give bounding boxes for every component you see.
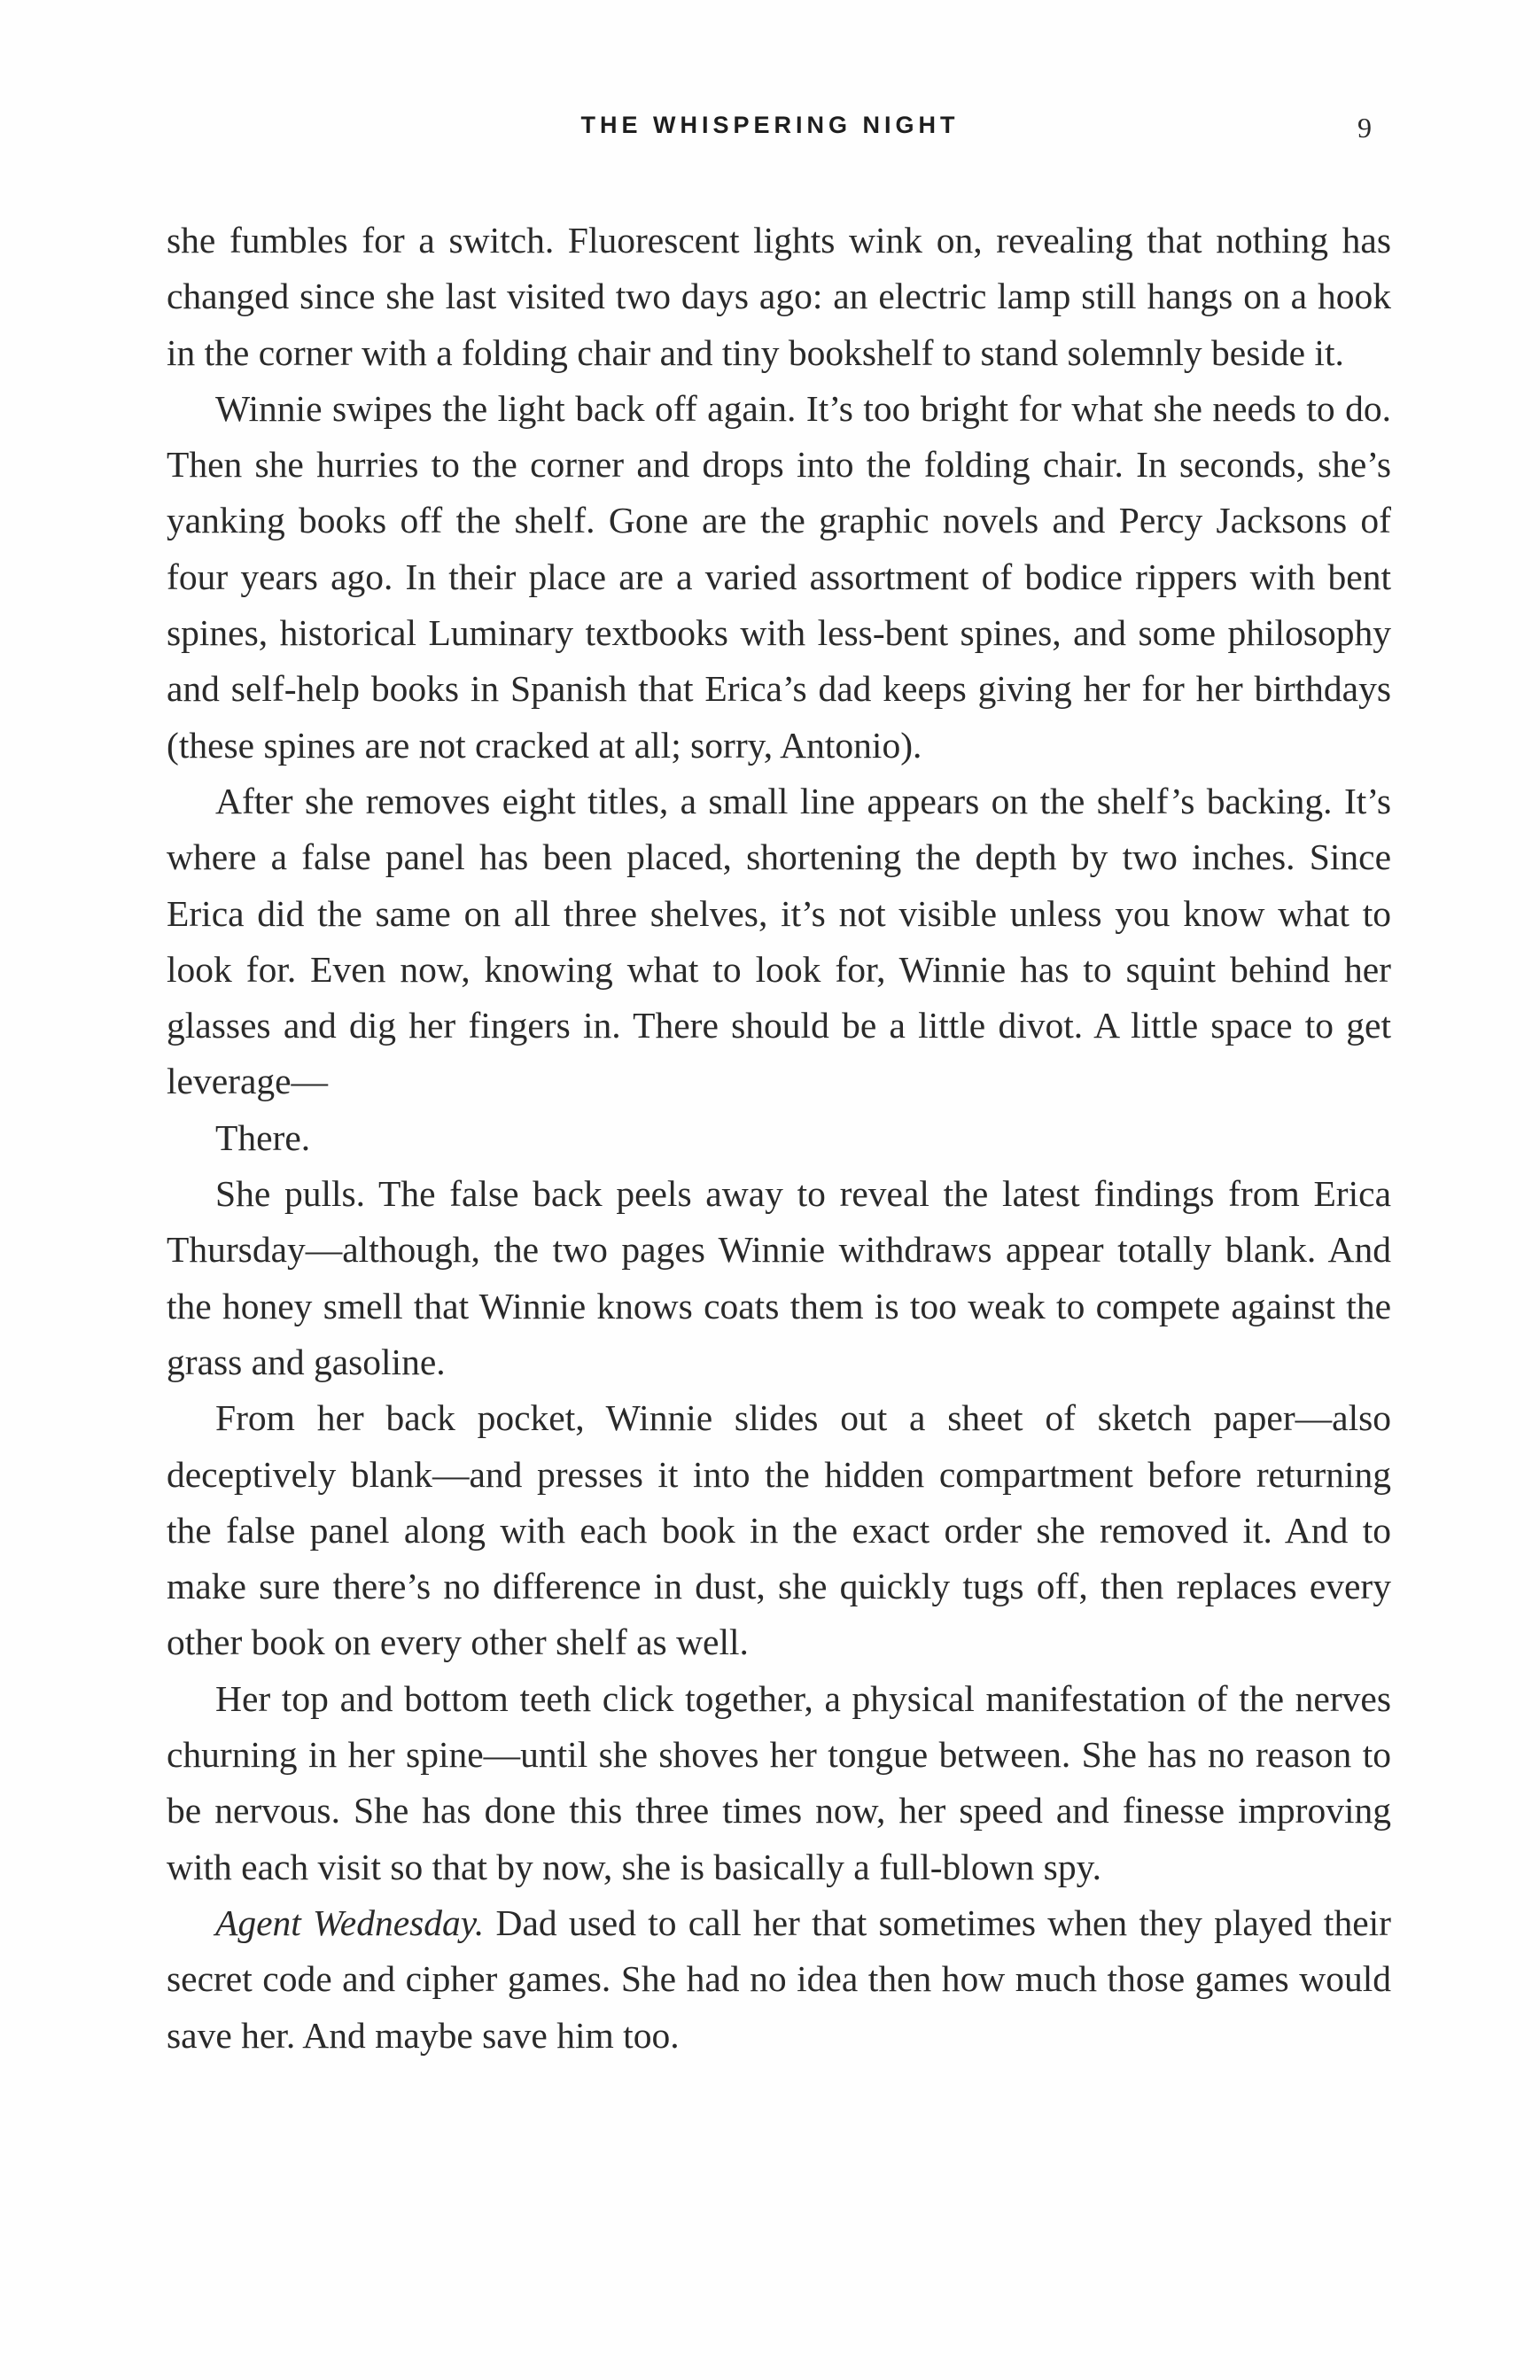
paragraph [167, 1895, 1391, 2064]
page-number: 9 [1357, 112, 1372, 144]
paragraph: Winnie swipes the light back off again. It’s too bright for what she needs to do. Then she hurries to the corner and drops into the folding chair. In seconds, she’s yanking books off the shelf. Gone are the graphic novels and Percy Jacksons of four years ago. In their place are a varied assortment of bodice rippers with bent spines, historical Luminary textbooks with less-bent spines, and some philosophy and self-help books in Spanish that Erica’s dad keeps giving her for her birthdays (these spines are not cracked at all; sorry, Antonio). [167, 387, 1391, 766]
paragraph: Her top and bottom teeth click together, a physical manifestation of the nerves churning in her spine—until she shoves her tongue between. She has no reason to be nervous. She has done this three times now, her speed and finesse improving with each visit so that by now, she is basically a full-blown spy. [167, 1677, 1391, 1887]
paragraph: She pulls. The false back peels away to reveal the latest findings from Erica Thursday—although, the two pages Winnie withdraws appear totally blank. And the honey smell that Winnie knows coats them is too weak to compete against the grass and gasoline. [167, 1173, 1391, 1382]
running-header [0, 112, 1540, 147]
paragraph: she fumbles for a switch. Fluorescent lights wink on, revealing that nothing has changed since she last visited two days ago: an electric lamp still hangs on a hook in the corner with a folding chair and tiny bookshelf to stand solemnly beside it. [167, 220, 1391, 373]
italic-phrase: Agent Wednesday. [215, 1902, 485, 1943]
body-text [167, 213, 1391, 2064]
paragraph: After she removes eight titles, a small line appears on the shelf’s backing. It’s where a false panel has been placed, shortening the depth by two inches. Since Erica did the same on all three shelves, it’s not visible unless you know what to look for. Even now, knowing what to look for, Winnie has to squint behind her glasses and dig her fingers in. There should be a little divot. A little space to get leverage— [167, 780, 1391, 1102]
paragraph: There. [215, 1116, 311, 1158]
paragraph: From her back pocket, Winnie slides out a sheet of sketch paper—also deceptively blank—and presses it into the hidden compartment before returning the false panel along with each book in the exact order she removed it. And to make sure there’s no difference in dust, she quickly tugs off, then replaces every other book on every other shelf as well. [167, 1397, 1391, 1663]
running-title: THE WHISPERING NIGHT [580, 112, 960, 138]
paragraph-text: Dad used to call her that sometimes when they played their secret code and cipher games. She had no idea then how much those games would save her. And maybe save him too. [167, 1902, 1391, 2056]
